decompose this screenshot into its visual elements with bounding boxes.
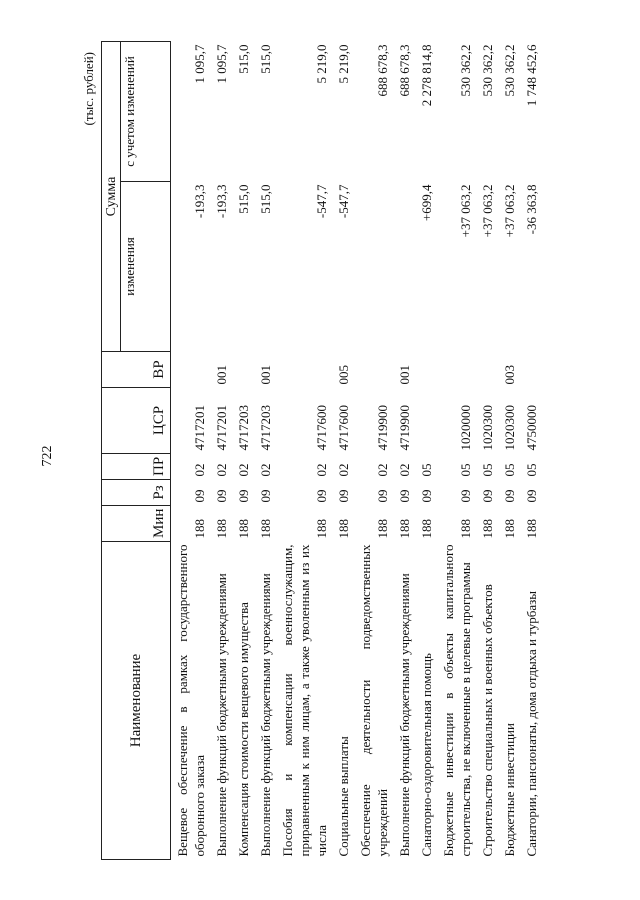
header-rz: Рз [102,480,171,506]
row-name: Бюджетные инвестиции в объекты капитального строительства, не включенные в целевые программы [441,544,473,857]
row-total: 5 219,0 [314,44,329,84]
header-name: Наименование [102,542,171,860]
row-rz: 09 [314,489,329,503]
row-pr: 02 [192,463,207,477]
row-change [393,182,415,352]
row-vr: 001 [397,365,412,385]
row-change: 515,0 [258,184,273,214]
row-rz: 09 [419,489,434,503]
header-csr: ЦСР [102,388,171,454]
unit-note: (тыс. рублей) [81,52,96,126]
row-pr: 05 [458,463,473,477]
row-change: +699,4 [419,184,434,222]
row-csr: 4717203 [236,405,251,451]
row-name: Бюджетные инвестиции [502,723,517,857]
row-vr [171,352,211,388]
row-csr: 4717600 [336,405,351,451]
budget-table [101,41,542,860]
page-content [75,40,635,860]
row-min: 188 [458,519,473,539]
table-row [254,42,276,860]
row-rz: 09 [336,489,351,503]
row-rz: 09 [524,489,539,503]
row-csr [415,388,437,454]
header-min: Мин [102,506,171,542]
row-total: 2 278 814,8 [419,44,434,107]
row-name: Социальные выплаты [336,736,351,857]
row-rz: 09 [192,489,207,503]
table-row [332,42,354,860]
row-pr: 02 [375,463,390,477]
row-name: Выполнение функций бюджетными учреждениями [258,573,273,857]
row-pr: 05 [480,463,495,477]
row-vr: 003 [502,365,517,385]
row-total: 530 362,2 [458,44,473,97]
row-csr: 4717201 [192,405,207,451]
row-csr: 1020000 [458,405,473,451]
row-total: 530 362,2 [502,44,517,97]
row-csr: 1020300 [502,405,517,451]
row-total: 1 095,7 [214,44,229,84]
row-change: -193,3 [192,184,207,219]
table-row [476,42,498,860]
row-vr [415,352,437,388]
header-pr: ПР [102,454,171,480]
row-change: +37 063,2 [502,184,517,238]
row-pr: 02 [214,463,229,477]
table-body [171,42,543,860]
row-min: 188 [524,519,539,539]
table-row [232,42,254,860]
row-pr: 05 [419,463,434,477]
row-pr: 02 [336,463,351,477]
row-total: 515,0 [258,44,273,74]
row-rz: 09 [214,489,229,503]
row-name: Выполнение функций бюджетными учреждениями [397,573,412,857]
header-with-changes: с учетом изменений [121,42,171,182]
row-total: 5 219,0 [336,44,351,84]
table-row [498,42,520,860]
table-row [415,42,437,860]
row-change: -547,7 [336,184,351,219]
row-vr [476,352,498,388]
row-rz: 09 [458,489,473,503]
row-name: Пособия и компенсации военнослужащим, приравненным к ним лицам, а также уволенным из их числа [280,544,329,857]
row-change: +37 063,2 [480,184,495,238]
row-csr: 4750000 [524,405,539,451]
row-total: 515,0 [236,44,251,74]
row-name: Санатории, пансионаты, дома отдыха и турбазы [524,590,539,857]
row-vr [232,352,254,388]
header-changes: изменения [121,182,171,352]
row-total: 1 748 452,6 [524,44,539,107]
row-min: 188 [502,519,517,539]
row-pr: 02 [397,463,412,477]
row-rz: 09 [397,489,412,503]
row-rz: 09 [480,489,495,503]
table-row [520,42,542,860]
row-name: Вещевое обеспечение в рамках государственного оборонного заказа [175,544,207,857]
row-total: 1 095,7 [192,44,207,84]
row-rz: 09 [375,489,390,503]
row-name: Компенсация стоимости вещевого имущества [236,602,251,857]
row-name: Санаторно-оздоровительная помощь [419,653,434,857]
row-csr: 4719900 [397,405,412,451]
row-csr: 4717203 [258,405,273,451]
table-row [437,42,476,860]
row-vr: 005 [336,365,351,385]
header-row [102,42,121,860]
header-vr: ВР [102,352,171,388]
row-vr [520,352,542,388]
row-total: 530 362,2 [480,44,495,97]
table-row [210,42,232,860]
row-pr: 05 [524,463,539,477]
row-change: 515,0 [236,184,251,214]
row-min: 188 [236,519,251,539]
row-change: -193,3 [214,184,229,219]
row-name: Выполнение функций бюджетными учреждениями [214,573,229,857]
row-vr: 001 [258,365,273,385]
row-min: 188 [314,519,329,539]
row-change: +37 063,2 [458,184,473,238]
row-rz: 09 [258,489,273,503]
row-rz: 09 [236,489,251,503]
row-vr [437,352,476,388]
row-pr: 02 [314,463,329,477]
page-number: 722 [40,445,55,467]
row-csr: 4717600 [314,405,329,451]
row-change [354,182,393,352]
row-total: 688 678,3 [397,44,412,97]
row-pr: 05 [502,463,517,477]
row-vr [276,352,332,388]
row-change: -547,7 [314,184,329,219]
row-pr: 02 [236,463,251,477]
row-min: 188 [336,519,351,539]
row-csr: 4719900 [375,405,390,451]
table-row [276,42,332,860]
row-csr: 4717201 [214,405,229,451]
row-min: 188 [375,519,390,539]
row-vr [354,352,393,388]
row-vr: 001 [214,365,229,385]
table-row [171,42,211,860]
row-min: 188 [192,519,207,539]
table-row [354,42,393,860]
rotated-page [75,40,635,860]
header-sum: Сумма [102,42,121,352]
row-name: Строительство специальных и военных объектов [480,584,495,857]
row-rz: 09 [502,489,517,503]
row-min: 188 [258,519,273,539]
row-change: -36 363,8 [524,184,539,235]
row-min: 188 [480,519,495,539]
row-min: 188 [419,519,434,539]
table-row [393,42,415,860]
row-total: 688 678,3 [375,44,390,97]
row-csr: 1020300 [480,405,495,451]
row-name: Обеспечение деятельности подведомственных учреждений [358,544,390,857]
row-min: 188 [214,519,229,539]
row-pr: 02 [258,463,273,477]
row-min: 188 [397,519,412,539]
